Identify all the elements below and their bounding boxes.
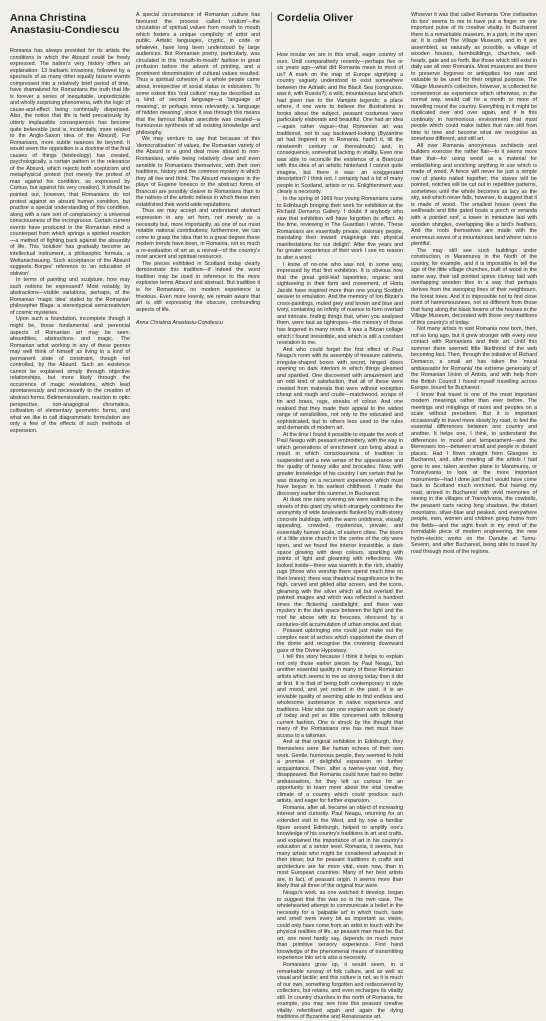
right-article-paragraph: Peasant upbringing one could just make out the complex nest of arches which supported the drum of the dome and recognise the crowning downward gaze of the Divine Hypostasy. — [277, 628, 403, 654]
right-article-paragraph: And who could forget the first effect of Paul Neagu's room with its assembly of treasure cabinets, irregular-shaped boxes with secret, hinged doors opening on dark interiors in which things gleamed and sparkled. One discovered with amazement and an odd kind of satisfaction, that all of these were created from materials that were without exception cheap and rough and crude—matchwood, scraps of tin and brass, rags, streaks of colour. And one realised that they made their appeal to the widest range of sensibilities, not only to the educated and sophisticated, but to others less used to the rules and demands of modern art. — [277, 346, 403, 432]
right-article-paragraph: In the spring of 1969 four young Romanians came to Edinburgh bringing their work for exhibition at the Richard Demarco Gallery. I doubt if anybody who saw that exhibition will have forgotten its effect. At the time, reviewing in The Guardian I wrote, 'These Romanians are essentially private, visionary people, translating their inward imaginings into physical manifestations for our delight'. After five years and far greater experience of their work I see no reason to alter a word. — [277, 196, 403, 261]
right-article-paragraph: At dusk one rainy evening we were walking in the streets of this giant city which strangely combines the anonymity of wide boulevards flanked by multi-storey concrete buildings, with the warm untidiness, visually appealing, crowded, mysterious, private, and essentially human scale, of eastern cities. The doors of a little stone church in the centre of the city were open, and we found the interior irresistible, a dark space glowing with deep colours, sparkling with points of light and gleaming with reflections. We looked inside—there was warmth in the rich, shabby rugs (those who worship there spend much time on their knees); there was theatrical magnificence in the high, carved and gilded altar screen, and the icons, gleaming with the silver which all but overlaid the painted images and which was reflected a hundred times the flickering candlelight; and there was mystery in the dark space between the light and the roof far above with its frescoes, obscured by a centuries-old accumulation of urban smoke and dust. — [277, 497, 403, 628]
right-article-paragraph: At the time I found it possible to equate the work of Paul Neagu with peasant embroidery, with the way in which generations of enrichment can bring about a result in which consciousness of tradition is suspended and a new sense of the appearance and the quality of heavy silks and brocades. Now, with greater knowledge of his country I am certain that he was drawing on a recurrent experience which must have begun in his earliest childhood. I made the discovery earlier this summer, in Bucharest. — [277, 431, 404, 497]
right-article-paragraph: And at that original exhibition in Edinburgh, they themselves were like human echoes of their own work. Gentle, humorous people, they seemed to hold a promise of delightful expansion on further acquaintance. Then, after a twelve-year visit, they disappeared. But Romania could have had no better ambassadors, for they left us curious for an opportunity to learn more about the vital creative climate of a country which could produce such artists, and eager for further expansion. — [277, 739, 403, 805]
left-article-paragraph: Thus we may accept and understand abstract expression in any art form, not merely as a necessity but, more importantly, as one of our most notable national contributions; furthermore, we can come to grasp the idea that to a great degree these modern trends have been, in Romania, not so much a re-evaluation of art as a revival—of the country's most ancient and spiritual resources. — [136, 208, 260, 261]
right-article-author: Cordelia Oliver — [277, 12, 354, 24]
left-article-paragraph: We may venture to say that because of this 'democratisation' of values, the Romanian variety of the Absurd is a good deal more absurd to non-Romanians, while being relatively clear and even sensible to Romanians themselves, with their own traditions, history and the common mystery in which they all live and think. The Absurd messages in the plays of Eugene Ionesco or the abstract forms of Brancusi are possibly clearer to Romanians than to the natives of the artistic milieux in which these men established their world-wide reputations. — [136, 136, 260, 208]
right-article-column-1 — [277, 12, 404, 1021]
right-article-paragraph: Neagu's work, as one watched it develop, began to suggest that this was so in his own case. The wholehearted attempt to communicate a belief in the necessity for a 'palpable art' in which touch, taste and smell were every bit as important as vision, could only have come from an artist in touch with the physical realities of life, as peasant man must be. But art, one need hardly say, depends on much more than primitive sensory experience. First hand knowledge of the phenomenal means of transmitting experience into art is also a necessity. — [277, 890, 403, 962]
left-article-paragraph: Upon such a foundation, incomplete though it might be, these fundamental and perennial aspects of Romanian art may be seen: absurdities, abstractions and magic. The Romanian artist working in any of these genres may well think of himself as living in a kind of permanent state of constraint, though not controlled, by the Absurd. Such an existence cannot be explained simply through objective relationships, but more likely through the occurrence of magic revelations, which lead spontaneously and necessarily to the creation of abstract forms. Bidimensionalism, reaction to optic perspective, non-anagogical chromatics, cultivation of elementary geometric forms, and what we like to call diagrammatic formulation are only a few of the effects of such methods of expression. — [10, 316, 130, 434]
left-article-column-1 — [10, 12, 130, 788]
left-article-author: Anna Christina Anastasiu-Condiescu — [10, 12, 120, 36]
left-article-paragraph: In terms of painting and sculpture, how may such notions be expressed? Most notably, by abstractions—visible variations, perhaps, of the Romanian 'magic idea' stated by the Romanian philosopher Blaga: a stereotypical semicreativism of cosmic mysteries. — [10, 277, 130, 316]
left-article-paragraph: The pieces exhibited in Scotland today clearly demonstrate this tradition—if indeed the word tradition may be used in reference to the more explosive terms Absurd and abstract. But tradition it is for Romanians, no modern experience is frivolous. Even more keenly, we remain aware that art is still expressing the obscure, confounding aspects of life. — [136, 260, 260, 313]
right-article-column-3 — [411, 12, 537, 788]
right-article-paragraph: How insular we are in this small, eager country of ours. Until comparatively recently—perhaps five or six years ago—what did Romania mean to most of us? A mark on the map of Europe signifying a country vaguely understood to exist somewhere between the Adriatic and the Black Sea (congruous, was it, with Russia?); a wild, mountainous land which had given rise to the Vampire legends; a place where, if one were to believe the illustrations in books about the subject, peasant costumes were particularly elaborate and beautiful. One had an idea—again rather vague—that Romanian art was traditional, not to say backward-looking (Byzantine art had lingered on in Romania, hadn't it, till the nineteenth century or thereabouts) and, in consequence, somewhat lacking in vitality. Even one was able to reconcile the existence of a Brancusi with this idea of an artistic hinterland I cannot quite imagine, but there it was: an exaggerated description? I think not. I certainly had a lot of many people in Scotland, artists or no. Enlightenment was clearly a necessity. — [277, 52, 403, 196]
column-divider — [271, 12, 272, 782]
left-article-column-2 — [136, 12, 260, 788]
left-article-signature: Anna Christina Anastasiu-Condiescu — [136, 320, 223, 327]
right-article-paragraph: All over Romania anonymous architects and builders exercise the rather flair—to it seems more than that—for using wood as a material for embellishing and enriching anything in use which is made of wood. A fence will never be just a simple row of planks nailed together; the staves will be pointed, notches will be cut out in repetitive patterns, sometimes until the whole becomes as lacy as the sky, and which never falls, however, to suggest that it is made of wood. The smallest house (even the wellheads and little gated boats a porch or veranda with a pointed roof, a tower in miniature laid with wooden shingles, overlapping like a bird's feathers. And the roofs themselves are made with the enormous eaves of a mountainous land where rain is plentiful. — [411, 142, 537, 248]
right-article-paragraph: Romania, after all, became an object of increasing interest and curiosity. Paul Neagu, returning for an extended visit to the West, and by now a familiar figure around Edinburgh, helped to amplify one's knowledge of his country's traditions in art and crafts, and explained the importance of art in his country's education at a senior level. Romania, it seems, has many artists who might be considered advanced in their ideas; but for peasant traditions in crafts and architecture are far more vital, even now, than in most European countries. Many of her best artists are, in fact, of peasant origin. It seems more than likely that all three of the original four were. — [277, 804, 403, 890]
right-article-paragraph: I know that travel is one of the most important modern meanings rather than ever before. The meetings and minglings of races and peoples on a scale without precedent. But it is important occasionally to travel more slowly by road, to feel the essential differences between one country and another. It helps one, I think, to understand the differences in mood and temperament—and the likenesses too—between small and people in distant places. Had I flown straight from Glasgow to Bucharest, and, after meeting all the artists I had gone to see, taken another plane to Maramureș, or Transylvania to look at the more important monuments—had I done just that I would have come back to Scotland much enriched. But having my road, arrived in Bucharest with vivid memories of seeing in the villages of Transylvania, the cowbells, the peasant carts racing long shadows, the distant mountains, silver-blue and peaked, and everywhere people, men, women and children going home from the fields—and the sight fresh in my mind of the formidable piece of modern engineering, the new hydro-electric works on the Danube at Turnu-Severin, and after Bucharest, being able to travel by road through most of the regions. — [411, 391, 537, 555]
right-article-paragraph: The may still see such buildings under construction, in Maramureș in the North of the country, for example, and it is impossible to tell the age of the little village churches, built of wood in the same way, their tall pointed spires clumsy laid with overlapping wooden tiles in a way that perhaps derives from the swooping lines of their neighbours, the forest trees. And it is impossible not to find close point of harmoniousness, not so different from those that hung along the black beams of the houses in the Village Museum, decorated with those very traditions of this country's of today. — [411, 247, 537, 326]
left-article-paragraph: A special circumstance of Romanian culture has favoured the process called 'oralism'—the circulation of spiritual values from mouth to mouth which fosters a unique complicity of artist and public. Artistic languages, cryptic, in code or whatever, have long been understood by large audiences. But Romanian poetry, particularly, was circulated in this 'mouth-to-mouth' fashion in great profusion before the advent of printing, and a prominent denomination of cultural values resulted. Thus a spiritual cohesion of a whole people came about, irrespective of social status or education. To some extent this 'oral culture' may be described as a kind of second language—a 'language of meaning', or perhaps more relevantly, a 'language of hidden meaning', since it was through this means that the famous Balkan anecdote was created—a humourous synthesis of all existing knowledge and philosophy. — [136, 12, 260, 136]
right-article-paragraph: Not many artists in visit Romania now born, then, not so long ago, but it grew stronger with every new contact with Romanians and their art. Until this summer there seemed little likelihood of the web becoming fact. Then, through the initiative of Richard Demarco, a small art has taken the 'mural ambassador for Romania' the extreme generosity of the Romanian Union of Artists, and with help from the British Council I found myself travelling across Europe, bound for Bucharest. — [411, 326, 537, 392]
right-article-paragraph: I know of no-one who was not, in some way, impressed by that first exhibition. It is obvious now that the great gold-leaf tapestries, organic and sightseeing in their form and movement, of Horia Jacobi have inspired more than one young Scottish weaver to emulation. And the memory of Ion Bitzan's cross-paintings, muted grey and brown and blue and ivory, containing an infinity of nuance to form overlaid and intricate, finding things that, when you analysed them, were taut as tightropes—the memory of these has lingered in many minds. It was a Bitzan collage which I found irresistible, and which is still a constant revelation to me. — [277, 261, 403, 347]
left-article-paragraph: Romania has always provided for its artists the conditions in which the Absurd could be freely expressed. The nation's very history offers an explanation: 13 barbaric invasions, followed by a spectacle of as many other equally bizarre events compressed into a relatively brief period of time, have dramatized for Romanians the truth that life is forever a series of inequitable, unpredictable and wholly surprising phenomena, with the logic of cause-and-effect being continually dispensed. Also, the notion that life is held precariously by utterly implausible consequences has become quite believable (and is, incidentally, more related to the Anglo-Saxon idea of the Absurd). For Romanians, more subtle nuances lie beyond. It would seem the opposition is a doctrine of the final causes of things (teleleology) has created, psychologically, a certain pattern in the relevance of the Absurd, which rejects both scepticism and metaphysical protest (not merely the protest of man against his condition, as expressed by Camus, but against his very creation). It should be pointed out, however, that Romanians do not protest against an absurd human condition, but practise a special understanding of this condition, along with a rare sort of complacency: a universal consciousness of the incongruous. Certain current events have produced in the Romanian mind a counterpart from which springs a spirited reaction—a method of fighting back against the absurdity of life. This 'solution' has gradually become an intellectual instrument, a philosophic formula, a Weltanschauung. Such acceptance of the Absurd suggests Borges' reference to 'an education of oblivion'. — [10, 48, 130, 277]
right-article-paragraph: I tell this story because I think it helps to explain not only those earlier pieces by Paul Neagu, but another essential quality in many of these Romanian artists which seems to me so strong today than it did at first. It is that of being both contemporary in style and mood, and yet rooted in the past. It is an enviable quality of seeming able to find endless and wholesome sustenance in native experience and traditions. How else can one explain work so clearly of today and yet so little concerned with following current fashion. One is struck by the thought that many of the Romanians one has met must have access to a talisman. — [277, 654, 403, 739]
right-article-paragraph: Romanians grow up, it would seem, in a remarkable runway of folk culture, and as well as visual and tactile; and this culture is not, as it is much of our own, something forgotten and rediscovered by collectors, but retains, and even recharges its vitality still. In country churches in the north of Romania, for example, you may see how this peasant creative vitality refertilised again and again the dying traditions of Byzantine and Renaissance art. — [277, 962, 403, 1021]
right-article-paragraph: Whoever it was that called Romania 'One civilisation do box' seems to me to have put a finger on one important pulse of its creative vitality. In Bucharest there is a remarkable museum, in a park, in the open air. It is called The Village Museum, and in it are assembled, as naturally as possible, a village of wooden houses, farmbuildings, churches, well-heads, gate and so forth, like those which still exist in daily use all over Romania. Most museums are there to preserve bygones or antiquities too rare and valuable to be used for their original purpose. The Village Museum's collection, however, is collected for convenience as experience which otherwise, in the normal way, would call for a month or more of travelling round the country. Everything in it might be duplicated over and over again, and it is this continuity in harmonious environment that most people which could make tables that rare still from time to time and become what we recognise as somehow different, and still art. — [411, 12, 537, 143]
